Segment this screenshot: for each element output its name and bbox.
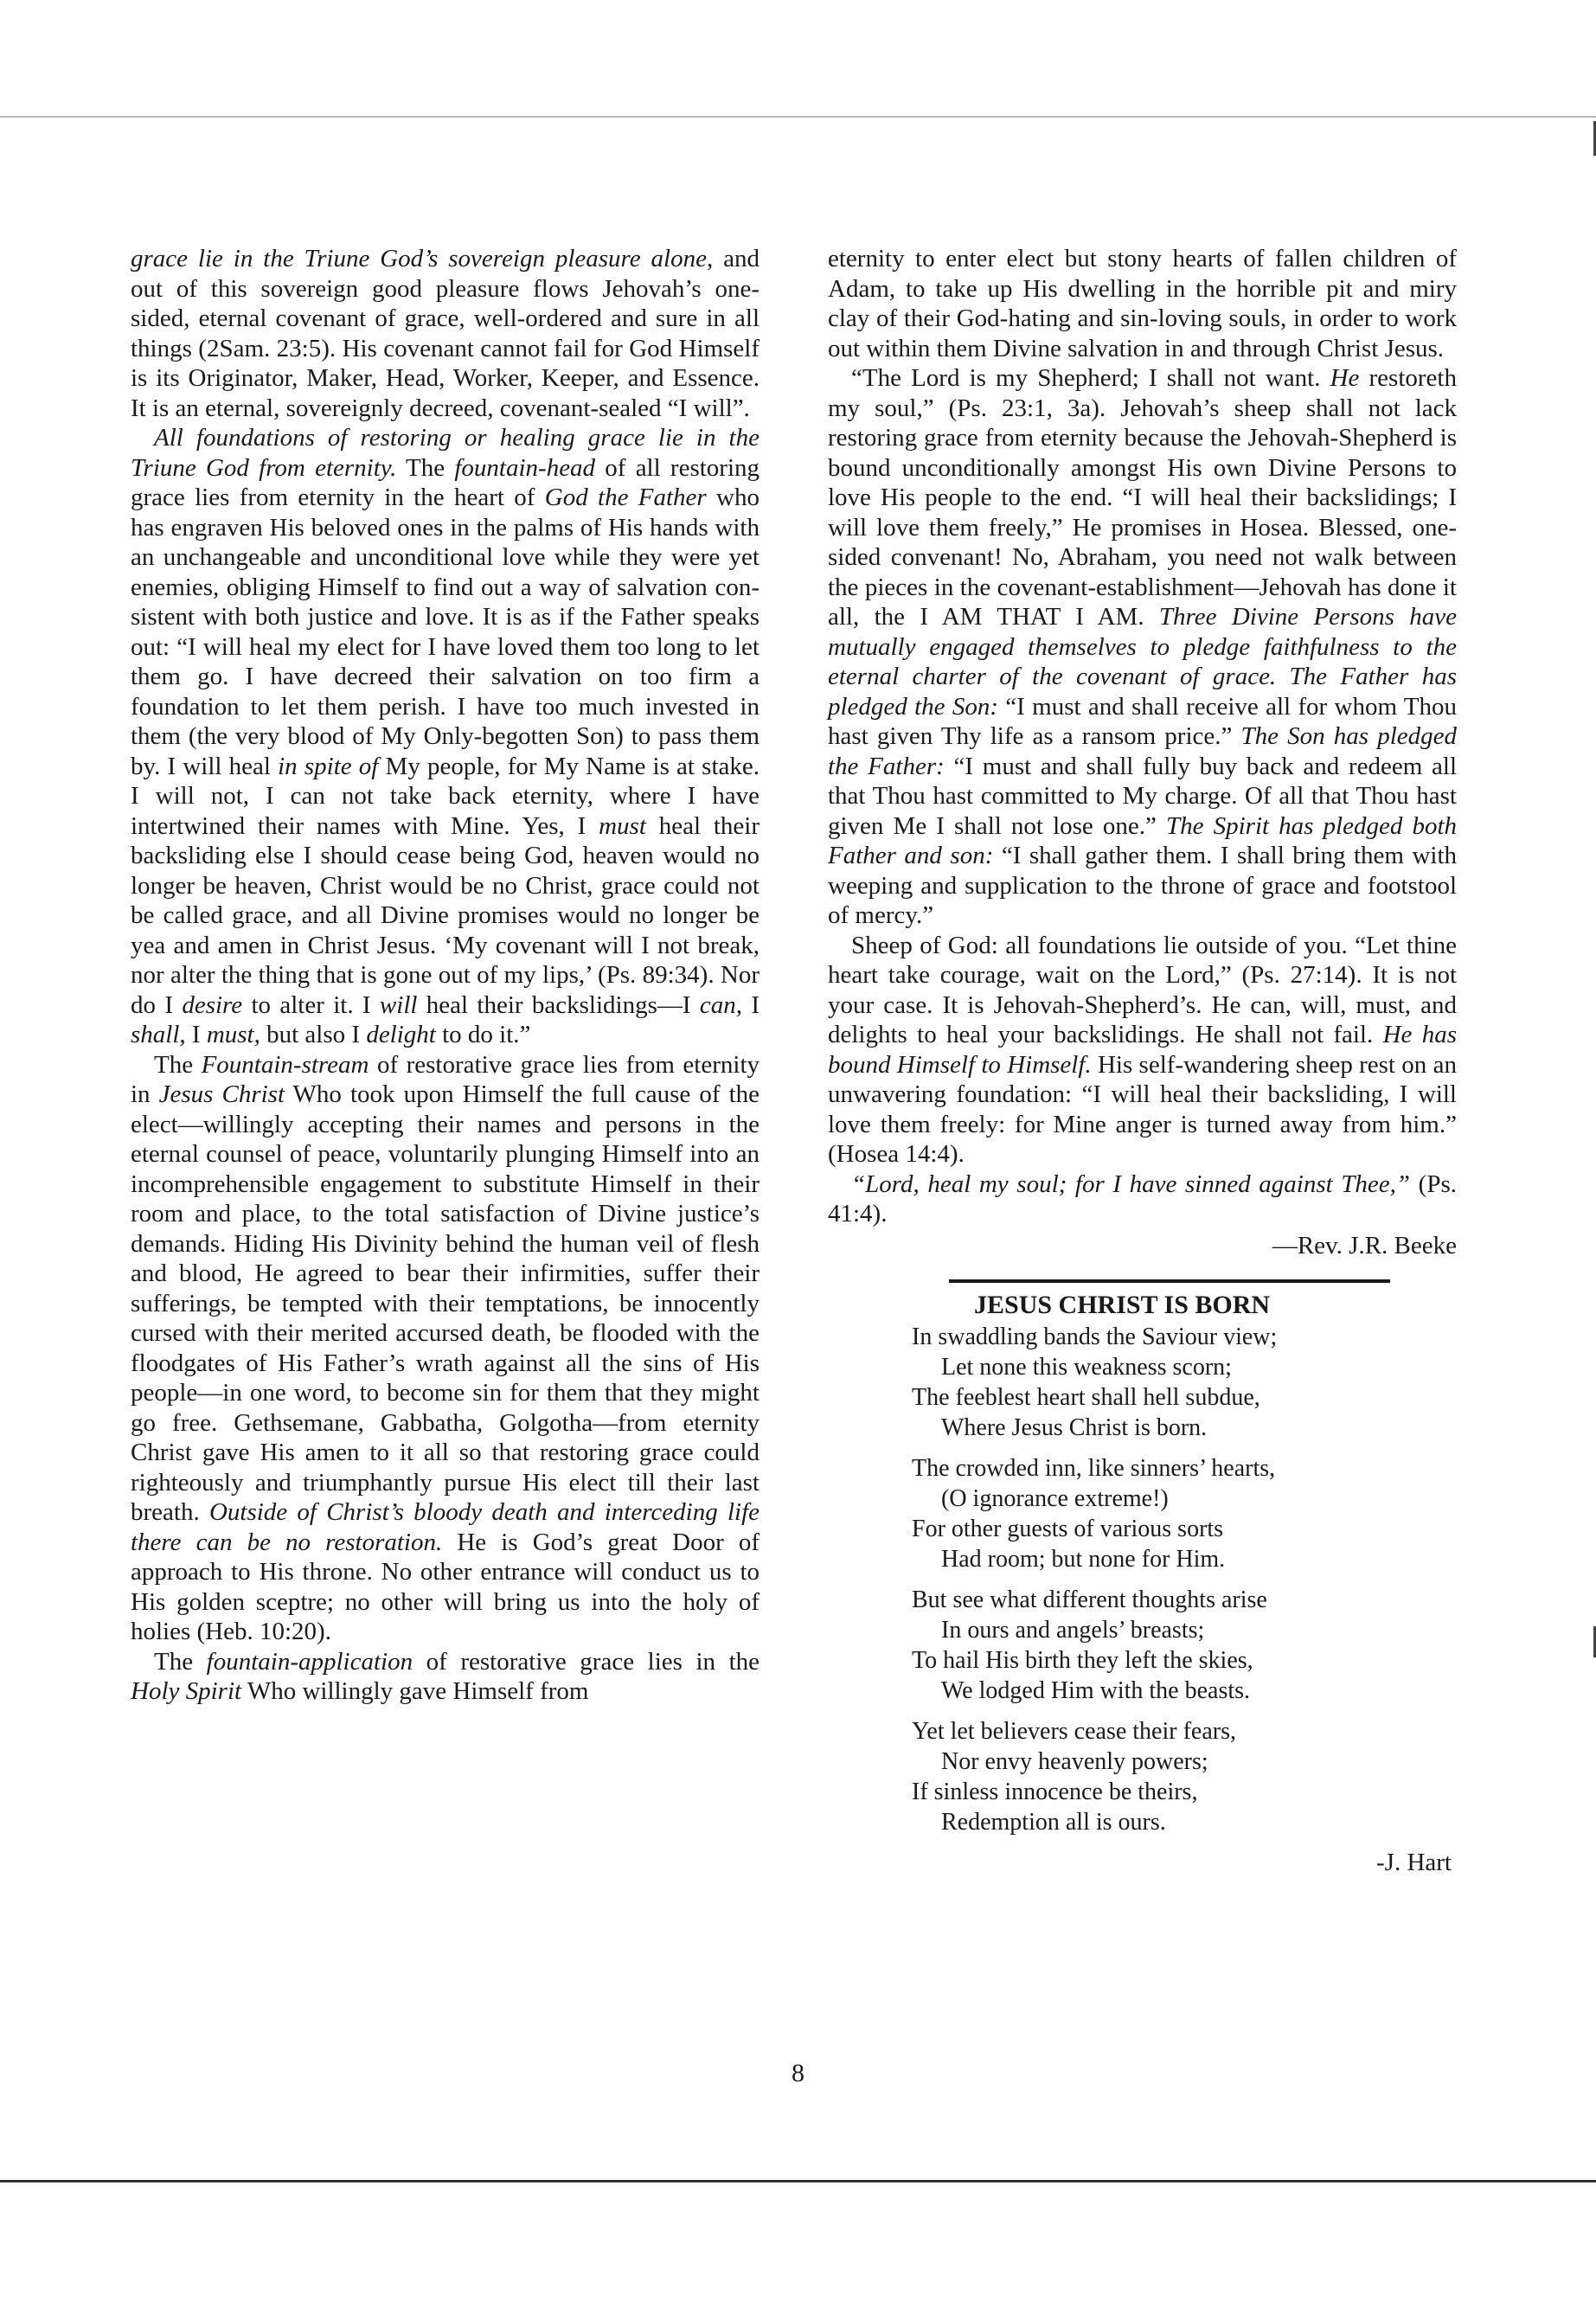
italic-text: desire: [182, 990, 243, 1019]
italic-text: must,: [206, 1021, 260, 1048]
article-attribution: —Rev. J.R. Beeke: [1272, 1231, 1457, 1259]
poem-title: JESUS CHRIST IS BORN: [974, 1291, 1271, 1319]
poem-line: Nor envy heavenly powers;: [941, 1748, 1208, 1775]
italic-text: shall,: [131, 1021, 186, 1048]
poem-line: We lodged Him with the beasts.: [941, 1677, 1251, 1704]
poem-line: Let none this weakness scorn;: [941, 1354, 1232, 1381]
paragraph: The Fountain-stream of restorative grace lies from eternity in Jesus Christ Who took upon Himself the full cause of the elect—willingly accepting their names and persons in the eternal counsel of peace, voluntarily plunging Himself into an incomprehensible engagement to substitute Himself in their room and place, to the total satisfaction of Divine justice’s demands. Hiding His Divinity behind the human veil of flesh and blood, He agreed to bear their infirmities, suffer their sufferings, be tempted with their temptations, be innocently cursed with their merited accursed death, be flooded with the floodgates of His Father’s wrath against all the sins of His people—in one word, to become sin for them that they might go free. Gethsemane, Gabbatha, Golgotha—from eternity Christ gave His amen to it all so that restoring grace could righteously and triumphantly pursue His elect till their last breath. Outside of Christ’s bloody death and interceding life there can be no restoration. He is God’s great Door of approach to His throne. No other entrance will conduct us to His golden sceptre; no other will bring us into the holy of holies (Heb. 10:20).: [131, 1050, 760, 1645]
page-number: 8: [792, 2059, 804, 2087]
italic-text: “Lord, heal my soul; for I have sinned against Thee,”: [851, 1170, 1411, 1198]
right-column: [828, 244, 1457, 1878]
bottom-page-edge: [0, 2180, 1596, 2182]
italic-text: will: [379, 990, 418, 1019]
italic-text: can,: [699, 990, 742, 1019]
poem-line: If sinless innocence be theirs,: [912, 1779, 1198, 1805]
poem-line: To hail His birth they left the skies,: [912, 1647, 1253, 1674]
italic-text: The Son has pledged the Father:: [828, 722, 1457, 780]
poem-line: The feeblest heart shall hell subdue,: [912, 1384, 1260, 1411]
poem-author: -J. Hart: [1376, 1849, 1452, 1876]
italic-text: All foundations of restoring or healing grace lie in the Triune God from eternity.: [131, 424, 760, 482]
paragraph: The fountain-application of restorative grace lies in the Holy Spirit Who willingly gave Himself from: [131, 1647, 760, 1705]
italic-text: must: [599, 811, 646, 840]
poem-line: Where Jesus Christ is born.: [941, 1414, 1208, 1441]
poem-line: Had room; but none for Him.: [941, 1546, 1226, 1573]
poem-line: But see what different thoughts arise: [912, 1586, 1267, 1613]
poem-line: The crowded inn, like sinners’ hearts,: [912, 1455, 1276, 1482]
top-page-edge: [0, 116, 1596, 118]
poem-line: In swaddling bands the Saviour view;: [912, 1324, 1278, 1350]
paragraph: Sheep of God: all foundations lie outside of you. “Let thine heart take courage, wait on the Lord,” (Ps. 27:14). It is not your case. It is Jehovah-Shepherd’s. He can, will, must, and delights to heal your backslidings. He shall not fail. He has bound Himself to Himself. His self-wandering sheep rest on an unwavering foundation: “I will heal their backsliding, I will love them freely: for Mine anger is turned away from him.” (Hosea 14:4).: [828, 931, 1457, 1168]
italic-text: Holy Spirit: [131, 1677, 242, 1705]
italic-text: Outside of Christ’s bloody death and interceding life there can be no restoration.: [131, 1498, 760, 1556]
poem: [912, 1290, 1457, 1878]
poem-stanza: [912, 1322, 1457, 1443]
italic-text: Jesus Christ: [158, 1080, 285, 1108]
left-column: [131, 244, 760, 1707]
poem-stanza: [912, 1585, 1457, 1706]
poem-line: (O ignorance extreme!): [941, 1485, 1169, 1512]
paragraph: “Lord, heal my soul; for I have sinned against Thee,” (Ps. 41:4).: [828, 1170, 1457, 1227]
paragraph: All foundations of restoring or healing grace lie in the Triune God from eternity. The fountain-head of all restoring grace lies from eternity in the heart of God the Father who has engraven His beloved ones in the palms of His hands with an unchangeable and unconditional love while they were yet enemies, obliging Himself to find out a way of salvation consistent with both justice and love. It is as if the Father speaks out: “I will heal my elect for I have loved them too long to let them go. I have decreed their salvation on too firm a foundation to let them perish. I have too much invested in them (the very blood of My Only-begotten Son) to pass them by. I will heal in spite of My people, for My Name is at stake. I will not, I can not take back eternity, where I have intertwined their names with Mine. Yes, I must heal their backsliding else I should cease being God, heaven would no longer be heaven, Christ would be no Christ, grace could not be called grace, and all Divine promises would no longer be yea and amen in Christ Jesus. ‘My covenant will I not break, nor alter the thing that is gone out of my lips,’ (Ps. 89:34). Nor do I desire to alter it. I will heal their backslidings—I can, I shall, I must, but also I delight to do it.”: [131, 424, 760, 1048]
poem-divider: [949, 1279, 1390, 1283]
poem-stanza: [912, 1716, 1457, 1837]
poem-stanza: [912, 1453, 1457, 1574]
italic-text: grace lie in the Triune God’s sovereign pleasure alone,: [131, 245, 714, 272]
italic-text: Fountain-stream: [201, 1050, 369, 1079]
paragraph: eternity to enter elect but stony hearts of fallen children of Adam, to take up His dwelling in the horrible pit and miry clay of their God-hating and sin-loving souls, in order to work out within them Divine salvation in and through Christ Jesus.: [828, 245, 1457, 362]
poem-line: In ours and angels’ breasts;: [941, 1617, 1205, 1644]
poem-line: For other guests of various sorts: [912, 1516, 1224, 1542]
poem-line: Yet let believers cease their fears,: [912, 1718, 1236, 1745]
italic-text: Three Divine Persons have mutually engaged themselves to pledge faithfulness to the eternal charter of the covenant of grace. The Father has pledged the Son:: [828, 603, 1457, 721]
italic-text: He: [1330, 364, 1360, 392]
paragraph: grace lie in the Triune God’s sovereign pleasure alone, and out of this sovereign good pleasure flows Jehovah’s one-sided, eternal covenant of grace, well-ordered and sure in all things (2Sam. 23:5). His covenant cannot fail for God Himself is its Originator, Maker, Head, Worker, Keeper, and Essence. It is an eternal, sovereignly decreed, covenant-sealed “I will”.: [131, 245, 760, 422]
paragraph: “The Lord is my Shepherd; I shall not want. He restoreth my soul,” (Ps. 23:1, 3a). Jehovah’s sheep shall not lack restoring grace from eternity because the Jehovah-Shepherd is bound unconditionally amongst His own Divine Persons to love His people to the end. “I will heal their backslidings; I will love them freely,” He promises in Hosea. Blessed, one-sided convenant! No, Abraham, you need not walk between the pieces in the covenant-establishment—Jehovah has done it all, the I AM THAT I AM. Three Divine Persons have mutually engaged themselves to pledge faithfulness to the eternal charter of the covenant of grace. The Father has pledged the Son: “I must and shall receive all for whom Thou hast given Thy life as a ransom price.” The Son has pledged the Father: “I must and shall fully buy back and redeem all that Thou hast committed to My charge. Of all that Thou hast given Me I shall not lose one.” The Spirit has pledged both Father and son: “I shall gather them. I shall bring them with weeping and supplication to the throne of grace and footstool of mercy.”: [828, 364, 1458, 929]
italic-text: delight: [366, 1021, 436, 1048]
italic-text: He has bound Himself to Himself.: [828, 1021, 1457, 1079]
italic-text: fountain-application: [206, 1647, 413, 1676]
italic-text: God the Father: [544, 484, 707, 511]
italic-text: fountain-head: [454, 453, 596, 482]
italic-text: The Spirit has pledged both Father and son:: [828, 811, 1458, 869]
italic-text: in spite of: [278, 752, 379, 780]
poem-line: Redemption all is ours.: [941, 1809, 1166, 1836]
